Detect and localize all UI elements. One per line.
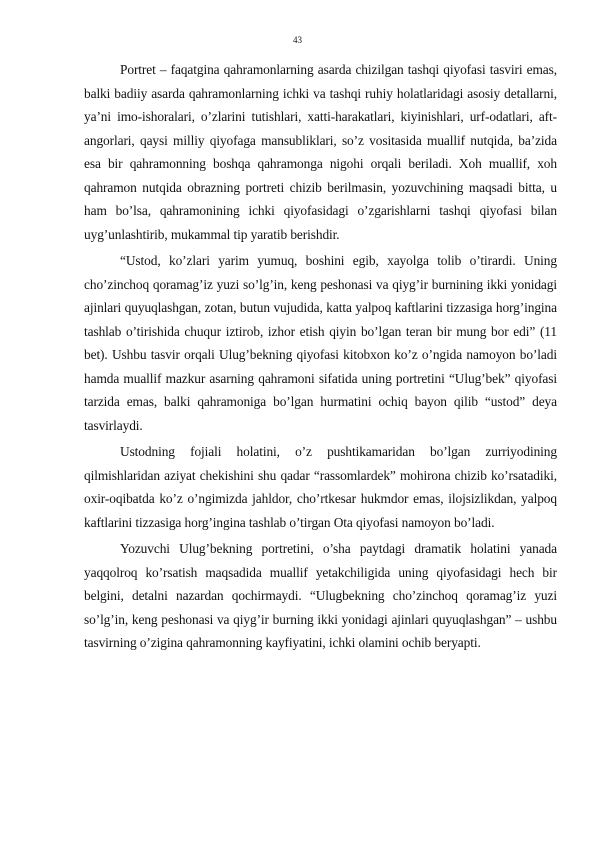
paragraph-portret-definition: Portret – faqatgina qahramonlarning asarda chizilgan tashqi qiyofasi tasviri emas, balki badiiy asarda qahramonlarning ichki va tashqi ruhiy holatlaridagi asosiy detallarni, ya’ni imo-ishoralari, o’zlarini tutishlari, xatti-harakatlari, kiyinishlari, urf-odatlari, aft-angorlari, qaysi milliy qiyofaga mansubliklari, so’z vositasida muallif nutqida, ba’zida esa bir qahramonning boshqa qahramonga nigohi orqali beriladi. Xoh muallif, xoh qahramon nutqida obrazning portreti chizib berilmasin, yozuvchining maqsadi bitta, u ham bo’lsa, qahramonining ichki qiyofasidagi o’zgarishlarni tashqi qiyofasi bilan uyg’unlashtirib, mukammal tip yaratib berishdir. [84, 62, 557, 242]
document-body [84, 58, 557, 655]
paragraph-author-portrait: Yozuvchi Ulug’bekning portretini, o’sha paytdagi dramatik holatini yanada yaqqolroq ko’rsatish maqsadida muallif yetakchiligida uning qiyofasidagi hech bir belgini, detalni nazardan qochirmaydi. “Ulugbekning cho’zinchoq qoramag’iz yuzi so’lg’in, keng peshonasi va qiyg’ir burning ikki yonidagi ajinlari quyuqlashgan” – ushbu tasvirning o’zigina qahramonning kayfiyatini, ichki olamini ochib beryapti. [84, 541, 557, 650]
paragraph-ustod-quote: “Ustod, ko’zlari yarim yumuq, boshini egib, xayolga tolib o’tirardi. Uning cho’zinchoq qoramag’iz yuzi so’lg’in, keng peshonasi va qiyg’ir burnining ikki yonidagi ajinlari quyuqlashgan, zotan, butun vujudida, katta yalpoq kaftlarini tizzasiga horg’ingina tashlab o’tirishida chuqur iztirob, izhor etish qiyin bo’lgan teran bir mung bor edi” (11 bet). Ushbu tasvir orqali Ulug’bekning qiyofasi kitobxon ko’z o’ngida namoyon bo’ladi hamda muallif mazkur asarning qahramoni sifatida uning portretini “Ulug’bek” qiyofasi tarzida emas, balki qahramoniga bo’lgan hurmatini ochiq bayon qilib “ustod” deya tasvirlaydi. [84, 253, 557, 433]
paragraph-ustod-tragedy: Ustodning fojiali holatini, o’z pushtikamaridan bo’lgan zurriyodining qilmishlaridan aziyat chekishini shu qadar “rassomlardek” mohirona chizib ko’rsatadiki, oxir-oqibatda ko’z o’ngimizda jahldor, cho’rtkesar hukmdor emas, ilojsizlikdan, yalpoq kaftlarini tizzasiga horg’ingina tashlab o’tirgan Ota qiyofasi namoyon bo’ladi. [84, 444, 557, 530]
page-number: 43 [293, 35, 302, 45]
